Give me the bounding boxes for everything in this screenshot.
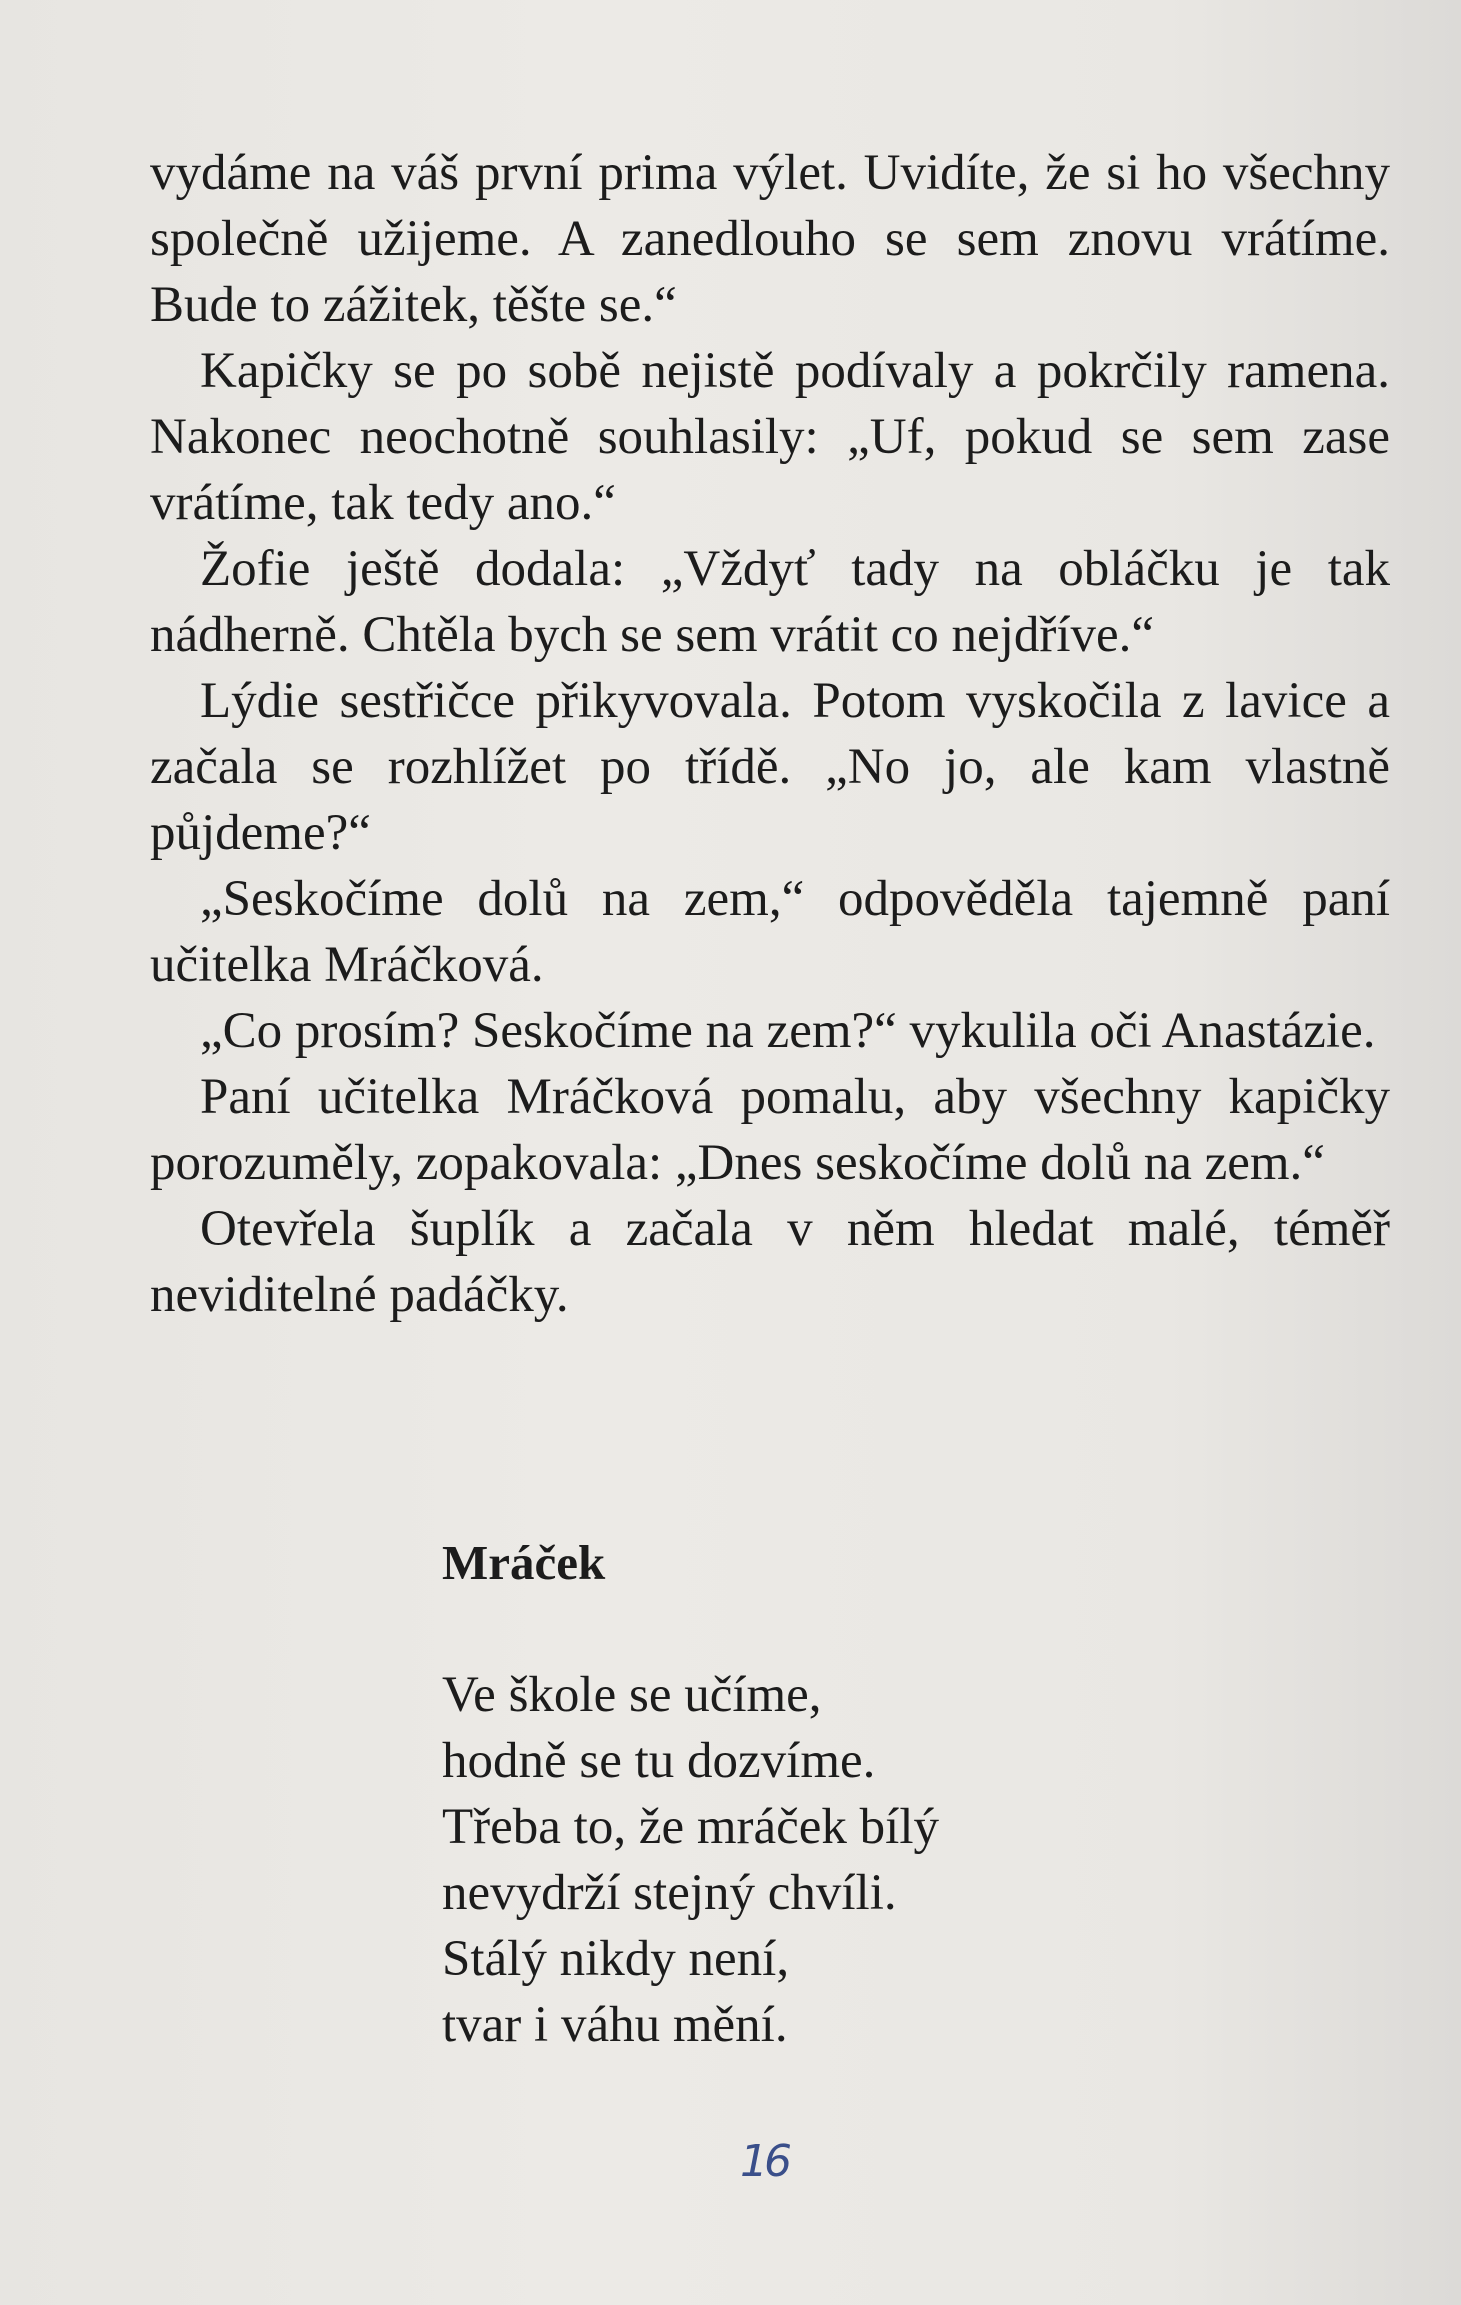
paragraph: „Seskočíme dolů na zem,“ odpověděla tajemně paní učitelka Mráčková. [150, 871, 1390, 993]
paragraph: Paní učitelka Mráčková pomalu, aby všechny kapičky porozuměly, zopakovala: „Dnes seskočíme dolů na zem.“ [150, 1069, 1390, 1191]
paragraph: Otevřela šuplík a začala v něm hledat malé, téměř neviditelné padáčky. [150, 1201, 1390, 1323]
paragraph: Lýdie sestřičce přikyvovala. Potom vyskočila z lavice a začala se rozhlížet po třídě. „No jo, ale kam vlastně půjdeme?“ [150, 673, 1390, 861]
poem-line: Třeba to, že mráček bílý [442, 1799, 940, 1855]
poem-title: Mráček [442, 1535, 606, 1590]
poem-line: Ve škole se učíme, [442, 1667, 822, 1723]
poem [442, 1530, 939, 2058]
paragraph: „Co prosím? Seskočíme na zem?“ vykulila oči Anastázie. [200, 1003, 1376, 1059]
poem-line: nevydrží stejný chvíli. [442, 1865, 897, 1921]
poem-line: tvar i váhu mění. [442, 1997, 788, 2053]
paragraph: Žofie ještě dodala: „Vždyť tady na obláčku je tak nádherně. Chtěla bych se sem vrátit co nejdříve.“ [150, 541, 1390, 663]
page-number: 16 [740, 2136, 788, 2187]
poem-line: Stálý nikdy není, [442, 1931, 790, 1987]
poem-line: hodně se tu dozvíme. [442, 1733, 876, 1789]
paragraph: Kapičky se po sobě nejistě podívaly a pokrčily ramena. Nakonec neochotně souhlasily: „Uf, pokud se sem zase vrátíme, tak tedy ano.“ [150, 343, 1390, 531]
prose-text [150, 140, 1390, 1328]
paragraph: vydáme na váš první prima výlet. Uvidíte, že si ho všechny společně užijeme. A zanedlouho se sem znovu vrátíme. Bude to zážitek, těšte se.“ [150, 145, 1390, 333]
